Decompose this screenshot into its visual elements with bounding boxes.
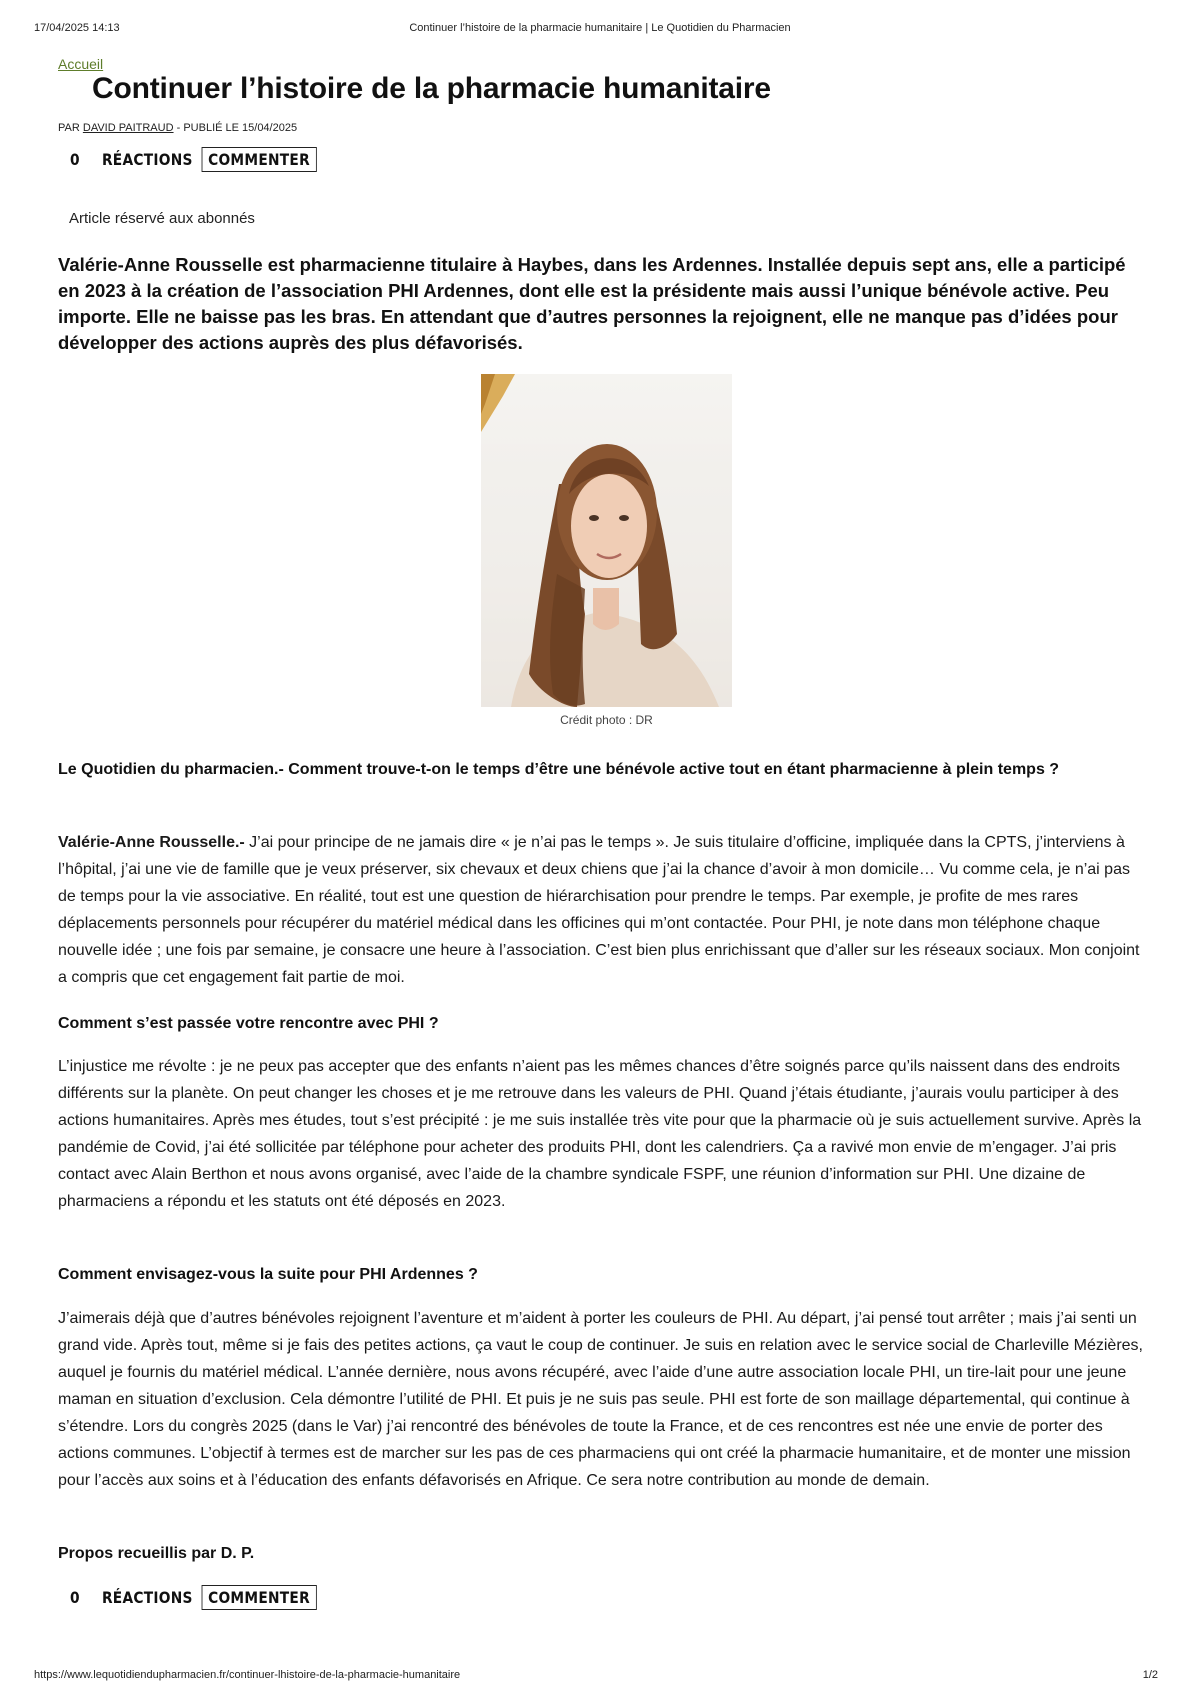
comment-button[interactable]: COMMENTER [201, 147, 317, 172]
article-lead: Valérie-Anne Rousselle est pharmacienne titulaire à Haybes, dans les Ardennes. Installée depuis sept ans, elle a participé en 2023 à la création de l’association PHI Ardennes, dont elle est la présidente mais aussi l’unique bénévole active. Peu importe. Elle ne baisse pas les bras. En attendant que d’autres personnes la rejoignent, elle ne manque pas d’idées pour développer des actions auprès des plus défavorisés. [58, 254, 1126, 353]
page-title: Continuer l’histoire de la pharmacie humanitaire [92, 72, 771, 105]
reactions-bar-bottom [70, 1583, 317, 1611]
comment-button[interactable]: COMMENTER [201, 1585, 317, 1610]
byline [58, 122, 297, 134]
answer-1-text: J’ai pour principe de ne jamais dire « je n’ai pas le temps ». Je suis titulaire d’officine, impliquée dans la CPTS, j’interviens à l’hôpital, j’ai une vie de famille que je veux préserver, six chevaux et deux chiens que j’ai la chance d’avoir à mon domicile… Vu comme cela, je n’ai pas de temps pour la vie associative. En réalité, tout est une question de hiérarchisation pour prendre le temps. Par exemple, je profite de mes rares déplacements personnels pour récupérer du matériel médical dans les officines qui m’ont contactée. Pour PHI, je note dans mon téléphone chaque nouvelle idée ; une fois par semaine, je consacre une heure à l’association. C’est bien plus enrichissant que d’aller sur les réseaux sociaux. Mon conjoint a compris que cet engagement fait partie de moi. [58, 834, 1140, 986]
answer-2: L’injustice me révolte : je ne peux pas accepter que des enfants n’aient pas les mêmes chances d’être soignés parce qu’ils naissent dans des endroits différents sur la planète. On peut changer les choses et je me retrouve dans les valeurs de PHI. Quand j’étais étudiante, j’aurais voulu participer à des actions humanitaires. Après mes études, tout s’est précipité : je me suis installée très vite pour que la pharmacie où je suis actuellement survive. Après la pandémie de Covid, j’ai été sollicitée par téléphone pour acheter des produits PHI, dont les calendriers. Ça a ravivé mon envie de m’engager. J’ai pris contact avec Alain Berthon et nous avons organisé, avec l’aide de la chambre syndicale FSPF, une réunion d’information sur PHI. Une dizaine de pharmaciens a répondu et les statuts ont été déposés en 2023. [58, 1058, 1142, 1210]
byline-prefix: PAR [58, 122, 80, 134]
author-link[interactable]: DAVID PAITRAUD [82, 122, 174, 134]
answer-1 [58, 829, 1150, 991]
reactions-bar-top [70, 145, 317, 173]
answer-3: J’aimerais déjà que d’autres bénévoles rejoignent l’aventure et m’aident à porter les couleurs de PHI. Au départ, j’ai pensé tout arrêter ; mais j’ai senti un grand vide. Après tout, même si je fais des petites actions, ça vaut le coup de continuer. Je suis en relation avec le service social de Charleville Mézières, auquel je fournis du matériel médical. L’année dernière, nous avons récupéré, avec l’aide d’une autre association locale PHI, un tire-lait pour une jeune maman en situation d’exclusion. Cela démontre l’utilité de PHI. Et puis je ne suis pas seule. PHI est forte de son maillage départemental, qui continue à s’étendre. Lors du congrès 2025 (dans le Var) j’ai rencontré des bénévoles de toute la France, et de ces rencontres est née une envie de porter des actions communes. L’objectif à termes est de marcher sur les pas de ces pharmaciens qui ont créé la pharmacie humanitaire, et de monter une mission pour l’accès aux soins et à l’éducation des enfants défavorisés en Afrique. Ce sera notre contribution au monde de demain. [58, 1310, 1143, 1489]
print-datetime: 17/04/2025 14:13 [34, 22, 120, 34]
breadcrumb-home-link[interactable]: Accueil [58, 56, 104, 72]
publish-date: - PUBLIÉ LE 15/04/2025 [176, 122, 298, 134]
print-page-title: Continuer l’histoire de la pharmacie humanitaire | Le Quotidien du Pharmacien [409, 22, 791, 34]
reactions-count: 0 [70, 1587, 80, 1607]
interview-signature: Propos recueillis par D. P. [58, 1545, 255, 1562]
question-2: Comment s’est passée votre rencontre avec PHI ? [58, 1015, 439, 1032]
question-3: Comment envisagez-vous la suite pour PHI Ardennes ? [58, 1266, 478, 1283]
reactions-label[interactable]: RÉACTIONS [101, 1587, 193, 1607]
subscriber-note: Article réservé aux abonnés [69, 210, 255, 227]
print-header [34, 22, 1166, 38]
print-page-number: 1/2 [1142, 1669, 1158, 1681]
print-footer [34, 1669, 1166, 1685]
print-url: https://www.lequotidiendupharmacien.fr/continuer-lhistoire-de-la-pharmacie-humanitaire [34, 1669, 461, 1681]
reactions-label[interactable]: RÉACTIONS [101, 149, 193, 169]
portrait-illustration [481, 374, 732, 707]
question-1: Le Quotidien du pharmacien.- Comment trouve-t-on le temps d’être une bénévole active tout en étant pharmacienne à plein temps ? [58, 761, 1060, 778]
photo-caption: Crédit photo : DR [560, 713, 653, 727]
reactions-count: 0 [70, 149, 80, 169]
answer-1-speaker: Valérie-Anne Rousselle.- [58, 834, 245, 851]
portrait-photo [481, 374, 732, 707]
